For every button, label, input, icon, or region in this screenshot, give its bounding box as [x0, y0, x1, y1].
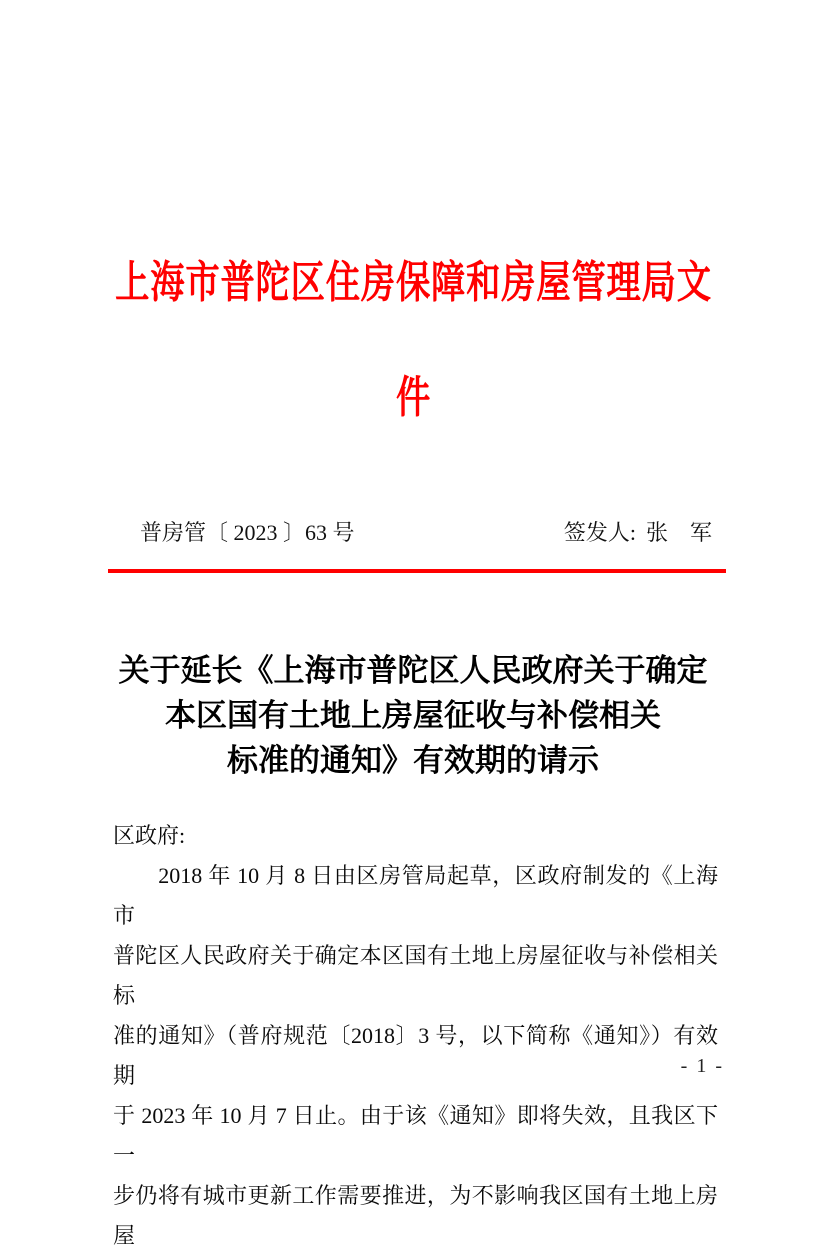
body-line: 于 2023 年 10 月 7 日止。由于该《通知》即将失效，且我区下一: [113, 1103, 718, 1168]
document-meta-row: [140, 517, 712, 549]
issuer-name: 张 军: [645, 520, 712, 545]
org-header-text-2: 件: [395, 373, 431, 422]
org-header-line-2: [0, 373, 826, 422]
page-number: - 1 -: [680, 1055, 724, 1077]
document-title-line-1: 关于延长《上海市普陀区人民政府关于确定: [118, 653, 708, 688]
body-text-block: [113, 816, 718, 1256]
document-title-line-2: 本区国有土地上房屋征收与补偿相关: [165, 698, 661, 733]
issuer-group: [564, 517, 712, 549]
org-header-line-1: [0, 258, 826, 307]
body-line: 2018 年 10 月 8 日由区房管局起草，区政府制发的《上海市: [113, 863, 718, 928]
issuer-label: 签发人:: [563, 520, 636, 545]
body-line: 普陀区人民政府关于确定本区国有土地上房屋征收与补偿相关标: [113, 943, 718, 1008]
document-number: 普房管〔 2023 〕63 号: [140, 520, 355, 545]
red-divider-rule: [108, 569, 726, 573]
org-header-text-1: 上海市普陀区住房保障和房屋管理局文: [114, 258, 712, 307]
document-title: [0, 648, 826, 783]
salutation: 区政府:: [113, 823, 186, 848]
body-line: 步仍将有城市更新工作需要推进，为不影响我区国有土地上房屋: [113, 1183, 718, 1248]
body-line: 准的通知》（普府规范〔2018〕3 号，以下简称《通知》）有效期: [113, 1023, 718, 1088]
document-title-line-3: 标准的通知》有效期的请示: [227, 743, 599, 778]
